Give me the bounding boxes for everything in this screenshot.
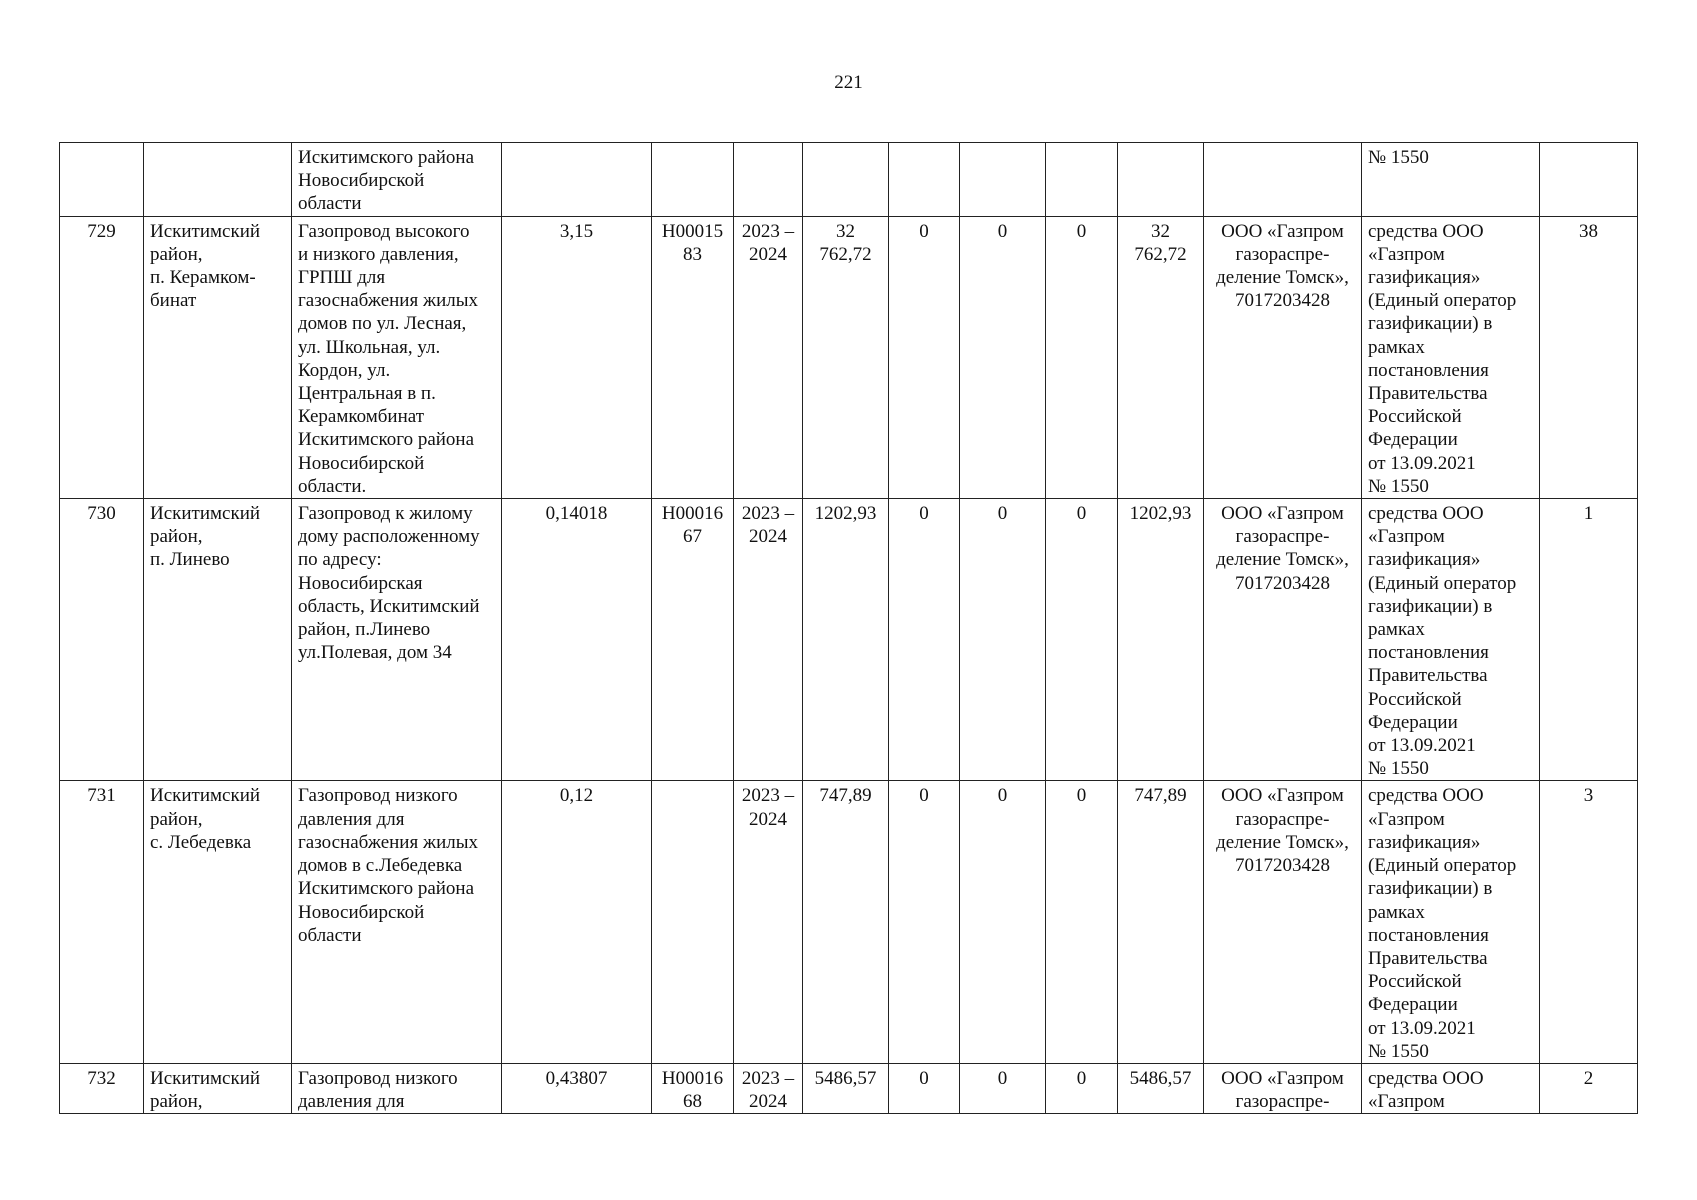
cell-location: Искитимский район, [144,1063,292,1113]
cell-location: Искитимский район, с. Лебедевка [144,781,292,1063]
cell-count: 3 [1540,781,1638,1063]
table-row [60,1063,1638,1113]
cell-funding-2: 0 [960,216,1046,498]
cell-organization: ООО «Газпром газораспре- деление Томск», 7017203428 [1204,499,1362,781]
table-row [60,143,1638,217]
cell-code: Н00015 83 [652,216,734,498]
cell-object: Газопровод низкого давления для [292,1063,502,1113]
cell-length [502,143,652,217]
cell-number: 729 [60,216,144,498]
cell-number: 732 [60,1063,144,1113]
cell-total: 1202,93 [803,499,889,781]
cell-funding-1: 0 [889,1063,960,1113]
cell-funding-4 [1118,143,1204,217]
cell-total: 747,89 [803,781,889,1063]
cell-code [652,781,734,1063]
cell-funding-3: 0 [1046,781,1118,1063]
cell-period: 2023 – 2024 [734,1063,803,1113]
cell-length: 0,12 [502,781,652,1063]
cell-count: 38 [1540,216,1638,498]
table-row [60,216,1638,498]
cell-funding-1: 0 [889,781,960,1063]
cell-organization: ООО «Газпром газораспре- [1204,1063,1362,1113]
cell-funding-source: средства ООО «Газпром газификация» (Единый оператор газификации) в рамках постановления Правительства Российской Федерации от 13.09.2021 № 1550 [1362,499,1540,781]
cell-code: Н00016 68 [652,1063,734,1113]
data-table [59,142,1638,1114]
cell-funding-4: 1202,93 [1118,499,1204,781]
cell-funding-1: 0 [889,499,960,781]
cell-funding-source: средства ООО «Газпром газификация» (Единый оператор газификации) в рамках постановления Правительства Российской Федерации от 13.09.2021 № 1550 [1362,781,1540,1063]
cell-length: 0,14018 [502,499,652,781]
cell-funding-3: 0 [1046,499,1118,781]
cell-object: Газопровод высокого и низкого давления, ГРПШ для газоснабжения жилых домов по ул. Лесная, ул. Школьная, ул. Кордон, ул. Центральная в п. Керамкомбинат Искитимского района Новосибирской области. [292,216,502,498]
cell-funding-4: 747,89 [1118,781,1204,1063]
cell-object: Искитимского района Новосибирской области [292,143,502,217]
cell-funding-source: № 1550 [1362,143,1540,217]
cell-total: 32 762,72 [803,216,889,498]
cell-count [1540,143,1638,217]
cell-funding-4: 32 762,72 [1118,216,1204,498]
cell-number: 730 [60,499,144,781]
cell-period [734,143,803,217]
cell-funding-4: 5486,57 [1118,1063,1204,1113]
cell-location: Искитимский район, п. Керамком- бинат [144,216,292,498]
cell-organization: ООО «Газпром газораспре- деление Томск», 7017203428 [1204,781,1362,1063]
page-number: 221 [834,72,863,93]
cell-total: 5486,57 [803,1063,889,1113]
cell-location [144,143,292,217]
cell-number [60,143,144,217]
cell-funding-3: 0 [1046,216,1118,498]
cell-organization [1204,143,1362,217]
cell-funding-source: средства ООО «Газпром газификация» (Единый оператор газификации) в рамках постановления Правительства Российской Федерации от 13.09.2021 № 1550 [1362,216,1540,498]
cell-funding-2: 0 [960,781,1046,1063]
cell-period: 2023 – 2024 [734,499,803,781]
cell-period: 2023 – 2024 [734,781,803,1063]
cell-funding-1: 0 [889,216,960,498]
cell-organization: ООО «Газпром газораспре- деление Томск», 7017203428 [1204,216,1362,498]
cell-object: Газопровод низкого давления для газоснабжения жилых домов в с.Лебедевка Искитимского района Новосибирской области [292,781,502,1063]
cell-count: 1 [1540,499,1638,781]
cell-code [652,143,734,217]
table-row [60,781,1638,1063]
cell-number: 731 [60,781,144,1063]
cell-funding-2: 0 [960,1063,1046,1113]
cell-location: Искитимский район, п. Линево [144,499,292,781]
cell-length: 3,15 [502,216,652,498]
cell-funding-source: средства ООО «Газпром [1362,1063,1540,1113]
cell-count: 2 [1540,1063,1638,1113]
cell-code: Н00016 67 [652,499,734,781]
cell-funding-3 [1046,143,1118,217]
cell-object: Газопровод к жилому дому расположенному по адресу: Новосибирская область, Искитимский район, п.Линево ул.Полевая, дом 34 [292,499,502,781]
cell-period: 2023 – 2024 [734,216,803,498]
cell-funding-1 [889,143,960,217]
cell-total [803,143,889,217]
cell-funding-3: 0 [1046,1063,1118,1113]
table-row [60,499,1638,781]
cell-funding-2 [960,143,1046,217]
cell-funding-2: 0 [960,499,1046,781]
cell-length: 0,43807 [502,1063,652,1113]
